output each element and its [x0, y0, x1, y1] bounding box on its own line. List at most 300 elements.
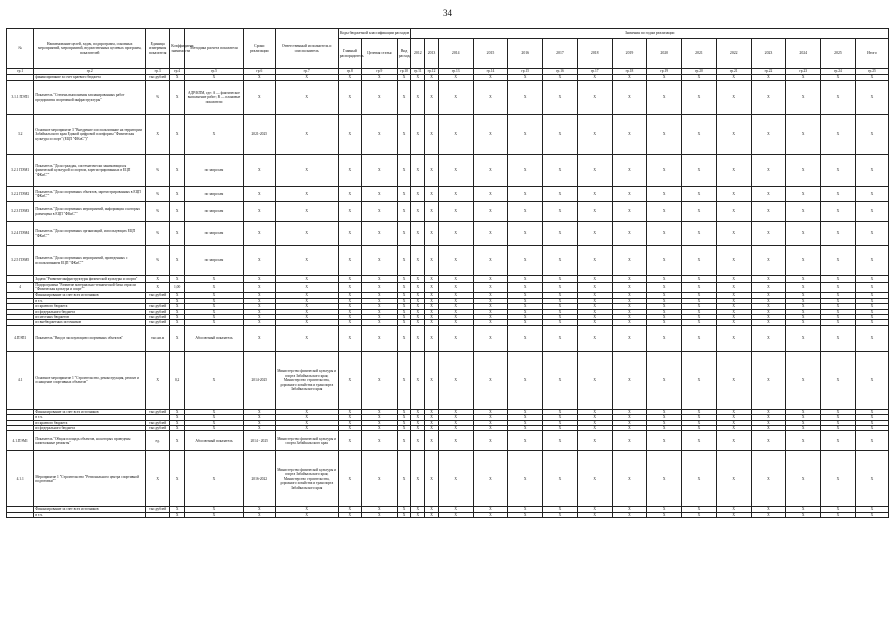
table-cell: X	[682, 187, 717, 202]
header-year: 2012	[411, 39, 425, 69]
table-cell: X	[855, 420, 888, 425]
table-cell: X	[855, 222, 888, 246]
table-cell: X	[577, 420, 612, 425]
table-cell: X	[184, 304, 243, 309]
table-cell: X	[577, 292, 612, 298]
table-cell: АДР/КПМ, где: А — фактическое выполнение работ; В — плановые показатели	[184, 81, 243, 115]
table-cell: X	[647, 276, 682, 283]
table-cell: X	[786, 298, 821, 303]
table-cell: X	[855, 315, 888, 320]
table-cell: X	[786, 292, 821, 298]
header-year: 2013	[425, 39, 439, 69]
table-cell: X	[647, 431, 682, 451]
table-cell: X	[508, 304, 543, 309]
table-cell: X	[786, 512, 821, 517]
table-cell: X	[543, 115, 578, 155]
table-cell: X	[716, 283, 751, 293]
table-cell: Абсолютный показатель	[184, 431, 243, 451]
table-cell: тыс.рублей	[146, 420, 170, 425]
table-cell: X	[543, 351, 578, 409]
table-cell: X	[411, 187, 425, 202]
table-cell: X	[425, 415, 439, 420]
table-cell: X	[612, 202, 647, 222]
table-cell: X	[751, 309, 786, 314]
table-cell: X	[786, 315, 821, 320]
table-cell: X	[243, 75, 275, 81]
table-cell: X	[170, 315, 185, 320]
table-cell: X	[821, 512, 856, 517]
table-cell: X	[425, 309, 439, 314]
table-cell: X	[473, 75, 508, 81]
table-cell: X	[543, 309, 578, 314]
table-cell: X	[170, 409, 185, 414]
table-cell: X	[170, 155, 185, 187]
table-cell: X	[855, 451, 888, 507]
table-cell: X	[855, 155, 888, 187]
header-vr: Вид расхода	[397, 39, 411, 69]
table-cell: X	[543, 81, 578, 115]
table-cell: X	[338, 187, 361, 202]
table-cell: X	[338, 276, 361, 283]
table-cell: X	[751, 283, 786, 293]
table-cell: X	[751, 431, 786, 451]
table-cell: X	[275, 222, 338, 246]
column-number: гр.2	[34, 69, 146, 75]
table-cell: X	[543, 155, 578, 187]
table-cell: X	[438, 81, 473, 115]
table-cell: X	[275, 81, 338, 115]
table-cell: X	[508, 309, 543, 314]
column-number: гр.23	[786, 69, 821, 75]
header-num: №	[7, 29, 34, 69]
table-cell: X	[243, 420, 275, 425]
table-cell: тыс.рублей	[146, 409, 170, 414]
table-cell: X	[338, 415, 361, 420]
table-cell: X	[397, 431, 411, 451]
table-cell: X	[473, 309, 508, 314]
table-cell: X	[338, 320, 361, 325]
table-cell: X	[146, 115, 170, 155]
table-cell: X	[786, 81, 821, 115]
table-cell: X	[338, 298, 361, 303]
table-cell: X	[855, 276, 888, 283]
table-cell: X	[577, 451, 612, 507]
table-cell: X	[411, 351, 425, 409]
table-cell: X	[397, 222, 411, 246]
table-cell: X	[543, 222, 578, 246]
table-cell: X	[361, 431, 397, 451]
table-cell: X	[275, 512, 338, 517]
table-cell: X	[275, 246, 338, 276]
table-cell: X	[716, 276, 751, 283]
page-number: 34	[443, 8, 452, 18]
table-cell: X	[508, 75, 543, 81]
table-cell: X	[146, 283, 170, 293]
row-name-cell: из внебюджетных источников	[34, 320, 146, 325]
table-cell: X	[612, 155, 647, 187]
table-cell: X	[397, 426, 411, 431]
table-cell: X	[243, 512, 275, 517]
table-cell: X	[716, 351, 751, 409]
table-cell: X	[411, 75, 425, 81]
table-cell: X	[612, 512, 647, 517]
table-cell: X	[184, 292, 243, 298]
table-cell: тыс.рублей	[146, 309, 170, 314]
table-cell: X	[612, 283, 647, 293]
table-cell: X	[397, 420, 411, 425]
table-cell: X	[543, 246, 578, 276]
table-cell: X	[577, 202, 612, 222]
table-cell: X	[751, 81, 786, 115]
table-cell: X	[508, 222, 543, 246]
table-cell: X	[577, 246, 612, 276]
table-cell: X	[425, 292, 439, 298]
table-cell: X	[716, 512, 751, 517]
table-cell: X	[170, 202, 185, 222]
table-cell: X	[397, 512, 411, 517]
table-cell: X	[508, 451, 543, 507]
column-number: гр.7	[275, 69, 338, 75]
table-cell: X	[751, 246, 786, 276]
table-cell: X	[543, 315, 578, 320]
table-cell: X	[508, 426, 543, 431]
table-cell: X	[855, 202, 888, 222]
table-cell: X	[425, 507, 439, 512]
table-cell: 2014-2025	[243, 351, 275, 409]
table-cell: X	[716, 309, 751, 314]
table-cell: по запросам	[184, 222, 243, 246]
table-cell: X	[716, 246, 751, 276]
row-name-cell: Показатель "Доля спортивных мероприятий, проведенных с использованием ЕЦП "ФКиС""	[34, 246, 146, 276]
table-row	[7, 512, 889, 517]
table-cell: X	[397, 202, 411, 222]
table-cell: X	[361, 451, 397, 507]
table-cell: X	[361, 315, 397, 320]
table-cell: X	[170, 115, 185, 155]
table-cell: X	[647, 325, 682, 351]
table-cell: по запросам	[184, 202, 243, 222]
table-cell: X	[243, 320, 275, 325]
table-cell: X	[473, 431, 508, 451]
row-name-cell: из краевого бюджета	[34, 304, 146, 309]
row-name-cell: Показатель "Доля граждан, систематически занимающихся физической культурой и спортом, зарегистрированных в ЕЦП "ФКиС""	[34, 155, 146, 187]
table-cell: 3.2.5 ПЭМ5	[7, 246, 34, 276]
table-cell: X	[473, 81, 508, 115]
table-cell: X	[508, 115, 543, 155]
header-year: 2023	[751, 39, 786, 69]
table-cell: X	[397, 309, 411, 314]
table-cell: X	[338, 115, 361, 155]
table-cell: X	[275, 298, 338, 303]
table-cell: X	[612, 309, 647, 314]
table-cell: X	[361, 202, 397, 222]
table-cell: X	[473, 155, 508, 187]
table-cell: X	[425, 276, 439, 283]
table-cell: X	[612, 351, 647, 409]
table-cell: X	[716, 431, 751, 451]
row-name-cell: Показатель "Доля спортивных объектов, зарегистрированных в ЕЦП "ФКиС""	[34, 187, 146, 202]
header-grbs: Главный распорядитель	[338, 39, 361, 69]
table-cell: X	[184, 426, 243, 431]
table-cell: X	[682, 351, 717, 409]
table-cell: X	[751, 75, 786, 81]
table-cell: X	[647, 415, 682, 420]
table-cell: X	[716, 507, 751, 512]
table-cell: X	[397, 325, 411, 351]
table-cell: X	[751, 320, 786, 325]
table-cell: X	[243, 202, 275, 222]
table-cell: X	[508, 298, 543, 303]
row-name-cell: из краевого бюджета	[34, 420, 146, 425]
table-cell: X	[647, 420, 682, 425]
table-cell: X	[508, 512, 543, 517]
table-cell: X	[786, 202, 821, 222]
table-cell: X	[184, 309, 243, 314]
table-cell: X	[338, 304, 361, 309]
table-cell: X	[647, 155, 682, 187]
row-name-cell: Показатель "Общая площадь объектов, на которых проведены капитальные ремонты"	[34, 431, 146, 451]
column-number: гр.11	[411, 69, 425, 75]
table-cell: X	[411, 292, 425, 298]
table-cell: X	[508, 155, 543, 187]
table-cell: X	[786, 325, 821, 351]
table-cell: X	[170, 246, 185, 276]
table-cell: X	[438, 451, 473, 507]
table-cell: X	[425, 325, 439, 351]
table-cell: X	[411, 222, 425, 246]
table-cell: X	[647, 222, 682, 246]
table-cell: X	[612, 451, 647, 507]
program-indicators-table	[6, 28, 889, 518]
table-cell: X	[361, 246, 397, 276]
table-cell: X	[411, 315, 425, 320]
table-cell: 3.1.1 ПЭП1	[7, 81, 34, 115]
table-cell: X	[397, 315, 411, 320]
table-cell: X	[543, 187, 578, 202]
column-number: гр.15	[508, 69, 543, 75]
table-cell: X	[786, 115, 821, 155]
table-cell: X	[361, 507, 397, 512]
table-cell: X	[411, 507, 425, 512]
table-cell: X	[716, 415, 751, 420]
table-cell: X	[146, 351, 170, 409]
table-cell: X	[425, 155, 439, 187]
table-cell: тыс.рублей	[146, 75, 170, 81]
table-cell: X	[411, 276, 425, 283]
table-cell: X	[682, 292, 717, 298]
table-cell: X	[577, 325, 612, 351]
table-cell: X	[473, 420, 508, 425]
table-cell: X	[275, 202, 338, 222]
table-cell: X	[338, 351, 361, 409]
column-number: гр.9	[361, 69, 397, 75]
table-cell: X	[543, 320, 578, 325]
table-cell: X	[170, 298, 185, 303]
table-row	[7, 81, 889, 115]
table-cell: X	[543, 325, 578, 351]
table-cell: X	[577, 512, 612, 517]
table-cell: X	[751, 415, 786, 420]
table-cell: 3.2.3 ПЭМ3	[7, 202, 34, 222]
table-cell: Министерство физической культуры и спорта Забайкальского края	[275, 431, 338, 451]
table-cell	[146, 512, 170, 517]
table-cell: X	[543, 431, 578, 451]
table-cell: X	[425, 246, 439, 276]
table-cell: X	[184, 415, 243, 420]
table-cell: X	[786, 415, 821, 420]
table-cell: X	[397, 351, 411, 409]
column-number: гр.1	[7, 69, 34, 75]
table-cell: X	[855, 115, 888, 155]
table-cell: X	[821, 325, 856, 351]
column-number: гр.25	[855, 69, 888, 75]
table-cell: X	[275, 283, 338, 293]
table-cell: X	[821, 315, 856, 320]
table-cell: X	[682, 409, 717, 414]
table-cell: X	[855, 507, 888, 512]
table-cell: X	[275, 276, 338, 283]
table-cell: X	[243, 187, 275, 202]
table-cell: X	[647, 115, 682, 155]
table-cell: Абсолютный показатель	[184, 325, 243, 351]
table-cell: X	[411, 304, 425, 309]
table-cell: X	[612, 426, 647, 431]
table-cell: X	[577, 222, 612, 246]
header-method: Методика расчета показателя	[184, 29, 243, 69]
table-cell: X	[716, 187, 751, 202]
table-cell: X	[275, 187, 338, 202]
table-cell: X	[821, 75, 856, 81]
table-cell: X	[786, 155, 821, 187]
table-cell: X	[397, 292, 411, 298]
table-cell: X	[438, 202, 473, 222]
table-cell: X	[682, 315, 717, 320]
table-cell: X	[855, 415, 888, 420]
header-period: Сроки реализации	[243, 29, 275, 69]
table-cell: X	[716, 202, 751, 222]
table-cell: X	[751, 222, 786, 246]
table-cell: X	[786, 351, 821, 409]
table-cell: X	[543, 304, 578, 309]
table-cell: X	[786, 420, 821, 425]
table-cell: X	[508, 276, 543, 283]
table-cell: X	[508, 351, 543, 409]
table-cell: X	[438, 309, 473, 314]
table-cell: Министерство физической культуры и спорта Забайкальского края; Министерство строительства, дорожного хозяйства и транспорта Забайкальского края	[275, 351, 338, 409]
table-cell: X	[170, 420, 185, 425]
table-cell: X	[821, 431, 856, 451]
table-cell: X	[338, 75, 361, 81]
table-cell: X	[361, 187, 397, 202]
table-cell: X	[577, 309, 612, 314]
table-cell: X	[855, 283, 888, 293]
column-number: гр.13	[438, 69, 473, 75]
table-cell: X	[397, 415, 411, 420]
table-cell: X	[508, 292, 543, 298]
table-cell: X	[361, 292, 397, 298]
table-cell: 3.2.4 ПЭМ4	[7, 222, 34, 246]
table-cell: 0,2	[170, 351, 185, 409]
table-cell: X	[682, 298, 717, 303]
table-cell: X	[786, 409, 821, 414]
column-number: гр.6	[243, 69, 275, 75]
table-cell: X	[647, 309, 682, 314]
table-cell: X	[508, 202, 543, 222]
table-cell: X	[751, 451, 786, 507]
table-cell: X	[577, 415, 612, 420]
header-year: 2017	[543, 39, 578, 69]
table-cell: X	[411, 309, 425, 314]
table-cell: X	[411, 420, 425, 425]
table-row	[7, 431, 889, 451]
table-cell: X	[647, 292, 682, 298]
table-cell: 3.2.1 ПЭМ1	[7, 155, 34, 187]
table-cell: X	[647, 246, 682, 276]
table-cell: X	[647, 81, 682, 115]
table-cell: X	[508, 420, 543, 425]
table-cell: X	[243, 155, 275, 187]
table-cell: тыс.рублей	[146, 315, 170, 320]
table-cell: X	[243, 304, 275, 309]
table-cell: X	[682, 115, 717, 155]
table-cell: X	[821, 155, 856, 187]
table-cell: 1,00	[170, 283, 185, 293]
table-cell: X	[338, 202, 361, 222]
table-cell: X	[682, 320, 717, 325]
table-cell: X	[338, 451, 361, 507]
table-cell: X	[751, 155, 786, 187]
table-cell: X	[612, 75, 647, 81]
table-cell: X	[647, 512, 682, 517]
table-cell: X	[821, 283, 856, 293]
table-cell: X	[275, 304, 338, 309]
table-cell: X	[411, 283, 425, 293]
table-cell: X	[716, 292, 751, 298]
table-cell: X	[577, 351, 612, 409]
table-cell: X	[438, 426, 473, 431]
table-cell	[7, 512, 34, 517]
table-cell: X	[438, 325, 473, 351]
table-cell: X	[716, 115, 751, 155]
table-cell: X	[577, 155, 612, 187]
table-cell: X	[821, 276, 856, 283]
table-row	[7, 351, 889, 409]
table-cell: X	[275, 420, 338, 425]
table-cell: X	[243, 283, 275, 293]
table-cell: X	[425, 409, 439, 414]
table-cell: X	[411, 155, 425, 187]
table-cell: X	[647, 304, 682, 309]
table-cell: X	[716, 222, 751, 246]
row-name-cell: Финансирование за счет всех источников	[34, 507, 146, 512]
table-cell: X	[751, 512, 786, 517]
table-cell: X	[508, 431, 543, 451]
table-cell: X	[170, 426, 185, 431]
table-cell: X	[184, 315, 243, 320]
table-cell: X	[397, 298, 411, 303]
table-cell: X	[170, 276, 185, 283]
table-cell: X	[338, 283, 361, 293]
table-cell: X	[397, 246, 411, 276]
table-cell: X	[855, 292, 888, 298]
table-cell: X	[184, 512, 243, 517]
table-cell: X	[438, 155, 473, 187]
table-cell: X	[473, 298, 508, 303]
column-number: гр.17	[577, 69, 612, 75]
table-cell: X	[577, 75, 612, 81]
table-cell: X	[716, 315, 751, 320]
table-cell: X	[425, 320, 439, 325]
